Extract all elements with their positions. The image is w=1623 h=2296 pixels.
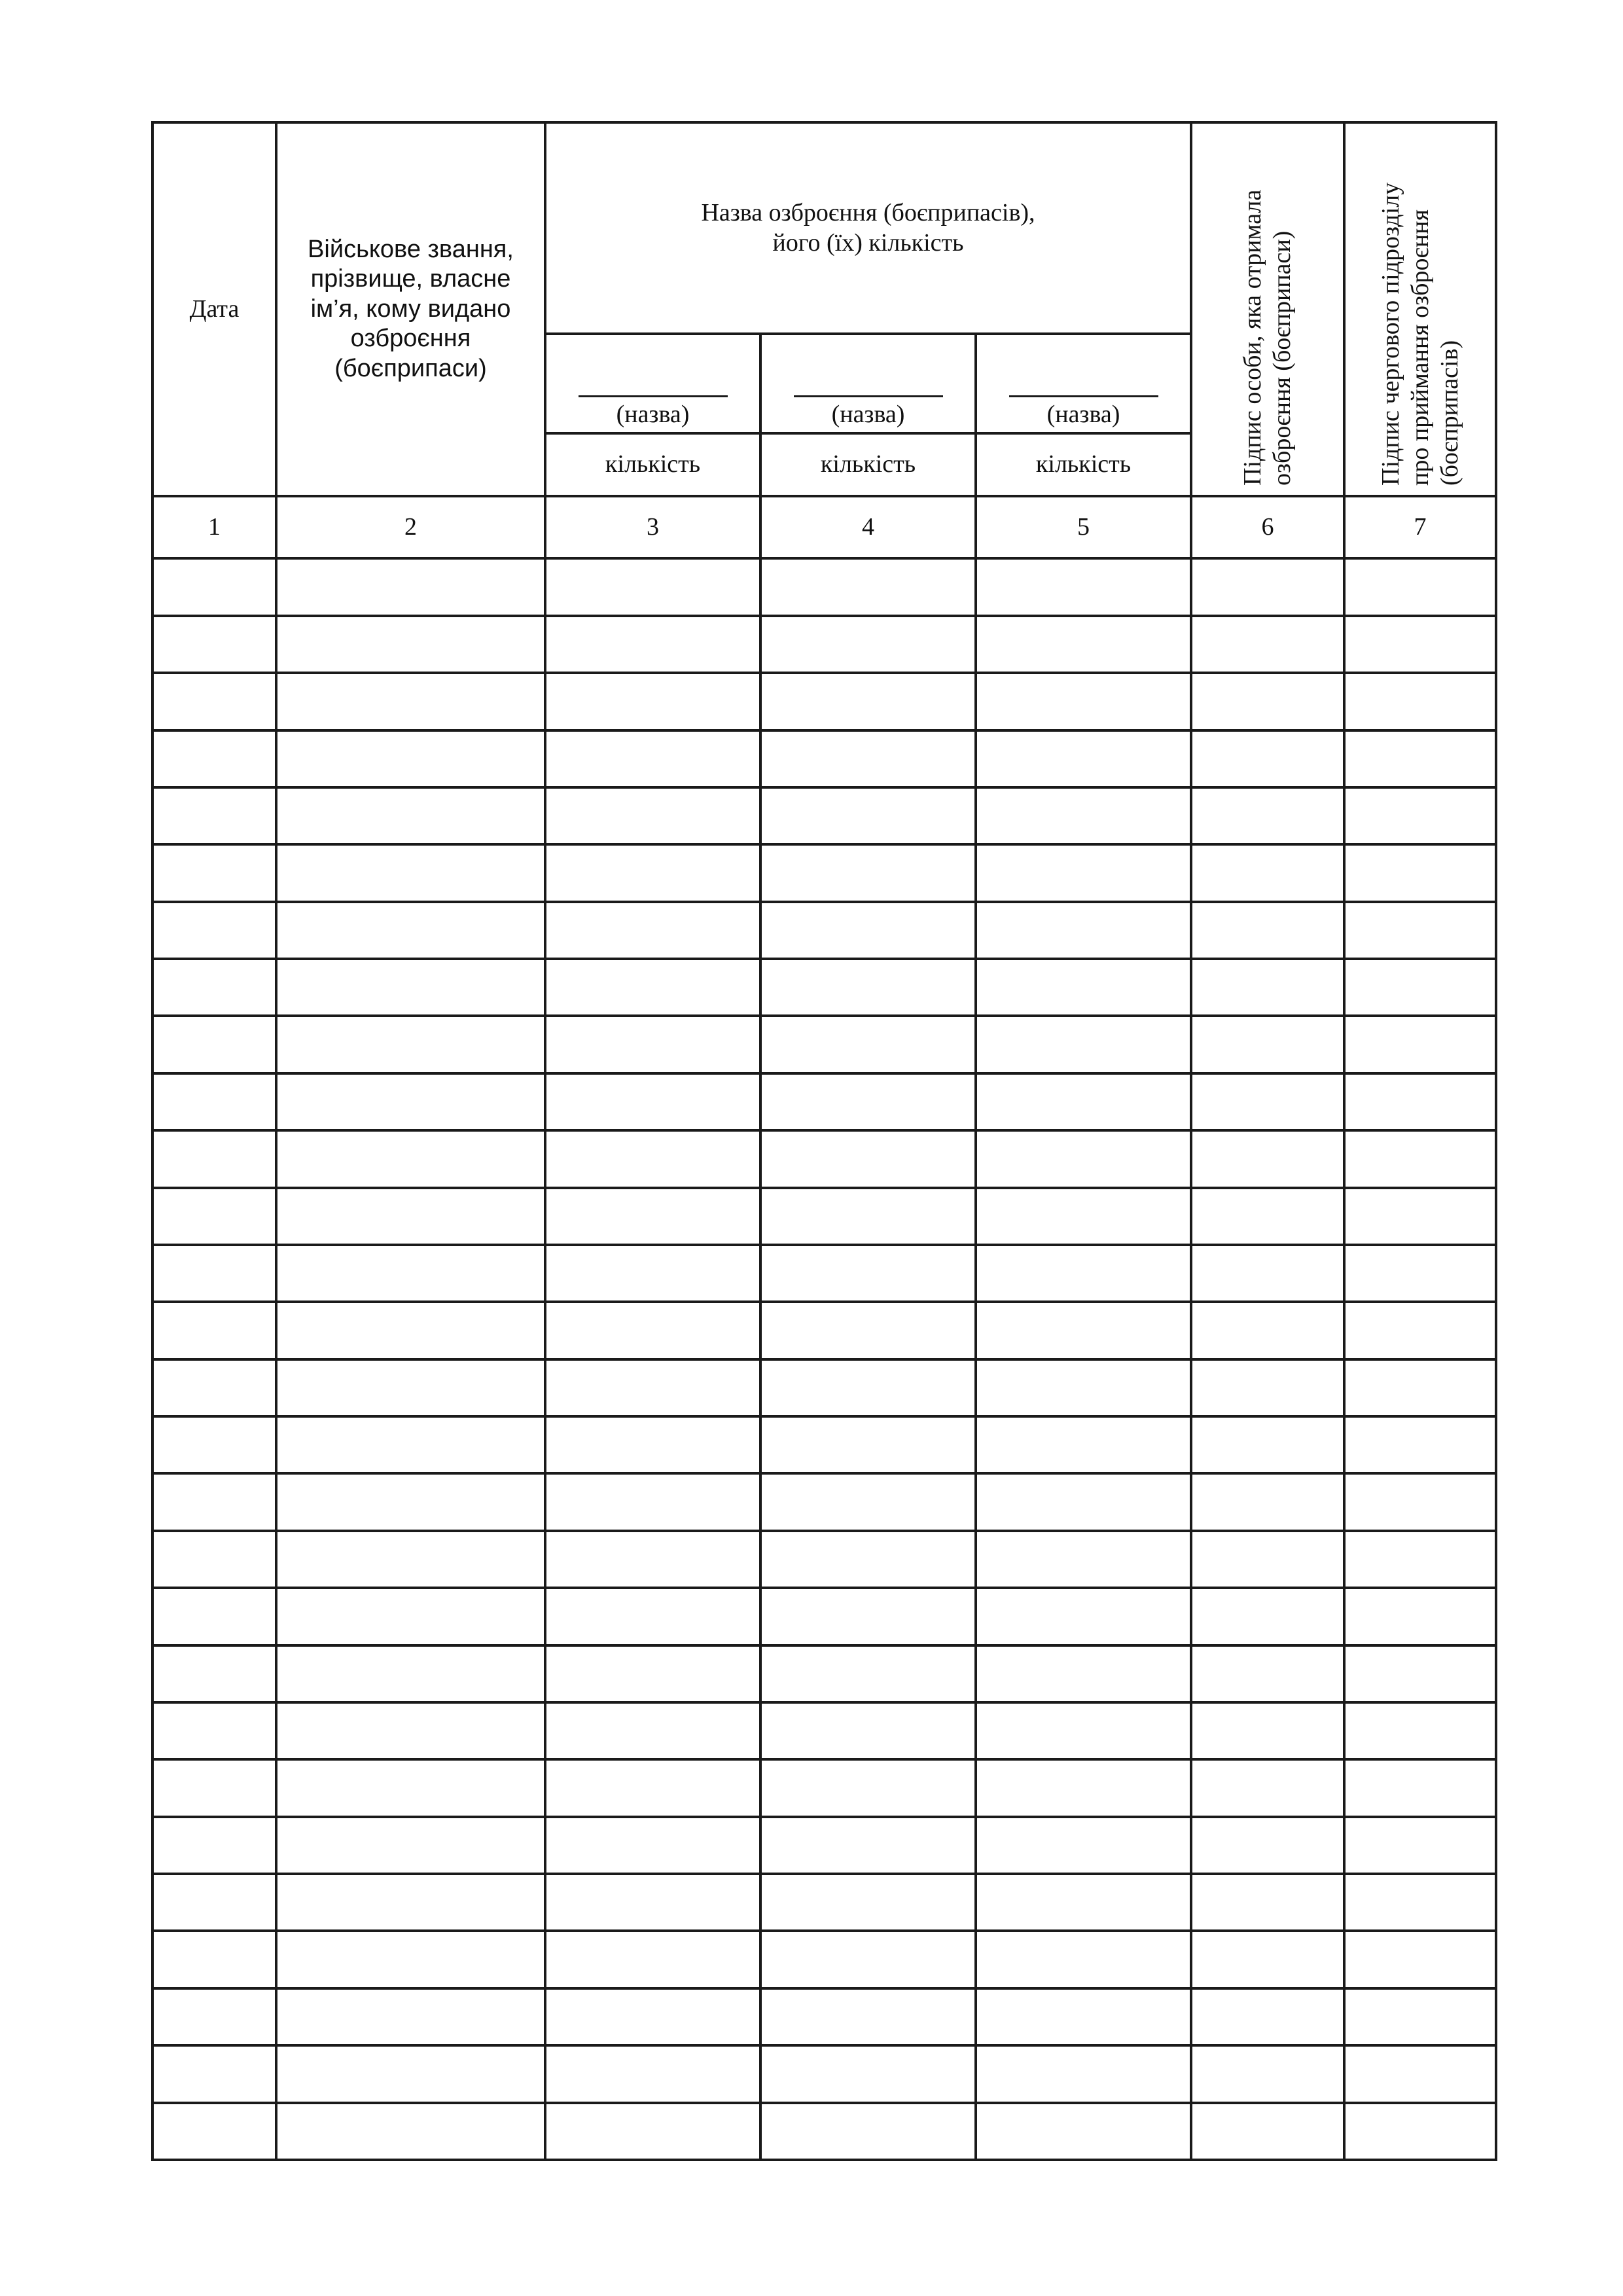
cell-date[interactable]: [152, 730, 276, 787]
cell-duty-signature[interactable]: [1344, 1931, 1496, 1988]
cell-receiver-signature[interactable]: [1191, 1645, 1344, 1702]
cell-duty-signature[interactable]: [1344, 1130, 1496, 1187]
cell-duty-signature[interactable]: [1344, 1188, 1496, 1245]
cell-weapon-2-qty[interactable]: [760, 959, 976, 1016]
cell-recipient[interactable]: [276, 558, 545, 615]
cell-weapon-2-qty[interactable]: [760, 1702, 976, 1759]
cell-date[interactable]: [152, 1874, 276, 1931]
journal-entry-row: [152, 1416, 1496, 1473]
cell-weapon-3-qty[interactable]: [976, 730, 1191, 787]
cell-receiver-signature[interactable]: [1191, 730, 1344, 787]
cell-weapon-2-qty[interactable]: [760, 558, 976, 615]
weapon-qty-label: кількість: [545, 433, 760, 496]
journal-entry-row: [152, 558, 1496, 615]
cell-date[interactable]: [152, 844, 276, 901]
journal-entry-row: [152, 1245, 1496, 1302]
weapon-name-cell: [760, 334, 976, 433]
cell-duty-signature[interactable]: [1344, 1416, 1496, 1473]
cell-weapon-2-qty[interactable]: [760, 1473, 976, 1530]
cell-duty-signature[interactable]: [1344, 902, 1496, 959]
cell-weapon-3-qty[interactable]: [976, 1874, 1191, 1931]
cell-weapon-2-qty[interactable]: [760, 2103, 976, 2160]
cell-date[interactable]: [152, 1130, 276, 1187]
journal-entry-row: [152, 1188, 1496, 1245]
cell-weapon-2-qty[interactable]: [760, 616, 976, 673]
column-number: 5: [976, 496, 1191, 559]
cell-date[interactable]: [152, 1988, 276, 2045]
cell-weapon-3-qty[interactable]: [976, 902, 1191, 959]
cell-weapon-3-qty[interactable]: [976, 1931, 1191, 1988]
header-recipient-line: ім’я, кому видано: [310, 295, 511, 323]
cell-weapon-3-qty[interactable]: [976, 1073, 1191, 1130]
name-blank-line: [579, 395, 728, 397]
cell-receiver-signature[interactable]: [1191, 1817, 1344, 1874]
cell-receiver-signature[interactable]: [1191, 558, 1344, 615]
weapon-name-label: (назва): [1046, 400, 1120, 428]
cell-receiver-signature[interactable]: [1191, 959, 1344, 1016]
cell-weapon-2-qty[interactable]: [760, 787, 976, 844]
cell-date[interactable]: [152, 2103, 276, 2160]
cell-weapon-1-qty[interactable]: [545, 1702, 760, 1759]
weapon-name-cell: [545, 334, 760, 433]
cell-duty-signature[interactable]: [1344, 1874, 1496, 1931]
cell-receiver-signature[interactable]: [1191, 844, 1344, 901]
cell-weapon-1-qty[interactable]: [545, 1645, 760, 1702]
cell-duty-signature[interactable]: [1344, 1988, 1496, 2045]
cell-duty-signature[interactable]: [1344, 730, 1496, 787]
cell-weapon-3-qty[interactable]: [976, 787, 1191, 844]
cell-date[interactable]: [152, 1245, 276, 1302]
cell-weapon-3-qty[interactable]: [976, 1817, 1191, 1874]
cell-weapon-2-qty[interactable]: [760, 1130, 976, 1187]
cell-weapon-1-qty[interactable]: [545, 1016, 760, 1073]
cell-duty-signature[interactable]: [1344, 1531, 1496, 1588]
cell-duty-signature[interactable]: [1344, 558, 1496, 615]
cell-weapon-3-qty[interactable]: [976, 2103, 1191, 2160]
cell-weapon-3-qty[interactable]: [976, 1988, 1191, 2045]
cell-weapon-2-qty[interactable]: [760, 1416, 976, 1473]
cell-receiver-signature[interactable]: [1191, 673, 1344, 730]
journal-entry-row: [152, 787, 1496, 844]
header-duty-line: (боєприпасів): [1435, 340, 1463, 486]
cell-receiver-signature[interactable]: [1191, 1188, 1344, 1245]
cell-weapon-2-qty[interactable]: [760, 1188, 976, 1245]
cell-date[interactable]: [152, 1588, 276, 1645]
cell-recipient[interactable]: [276, 1473, 545, 1530]
column-number: 3: [545, 496, 760, 559]
cell-weapon-3-qty[interactable]: [976, 616, 1191, 673]
cell-receiver-signature[interactable]: [1191, 1473, 1344, 1530]
cell-receiver-signature[interactable]: [1191, 616, 1344, 673]
column-number: 7: [1344, 496, 1496, 559]
header-recipient-line: (боєприпаси): [334, 354, 487, 382]
cell-recipient[interactable]: [276, 673, 545, 730]
cell-duty-signature[interactable]: [1344, 844, 1496, 901]
cell-receiver-signature[interactable]: [1191, 1245, 1344, 1302]
journal-entry-row: [152, 1874, 1496, 1931]
column-number: 6: [1191, 496, 1344, 559]
cell-date[interactable]: [152, 1817, 276, 1874]
cell-duty-signature[interactable]: [1344, 1645, 1496, 1702]
journal-entry-row: [152, 616, 1496, 673]
journal-entry-row: [152, 1702, 1496, 1759]
cell-weapon-3-qty[interactable]: [976, 1016, 1191, 1073]
column-number: 1: [152, 496, 276, 559]
cell-weapon-2-qty[interactable]: [760, 1016, 976, 1073]
journal-entry-row: [152, 1645, 1496, 1702]
cell-recipient[interactable]: [276, 1130, 545, 1187]
cell-recipient[interactable]: [276, 2045, 545, 2102]
cell-date[interactable]: [152, 1073, 276, 1130]
cell-weapon-2-qty[interactable]: [760, 1988, 976, 2045]
cell-weapon-2-qty[interactable]: [760, 1359, 976, 1416]
cell-recipient[interactable]: [276, 1416, 545, 1473]
cell-weapon-3-qty[interactable]: [976, 1130, 1191, 1187]
cell-receiver-signature[interactable]: [1191, 787, 1344, 844]
cell-weapon-1-qty[interactable]: [545, 558, 760, 615]
header-duty-signature: [1344, 122, 1496, 496]
cell-duty-signature[interactable]: [1344, 1245, 1496, 1302]
journal-entry-row: [152, 1531, 1496, 1588]
cell-receiver-signature[interactable]: [1191, 1874, 1344, 1931]
cell-weapon-1-qty[interactable]: [545, 1245, 760, 1302]
journal-entry-row: [152, 1073, 1496, 1130]
cell-date[interactable]: [152, 1359, 276, 1416]
cell-receiver-signature[interactable]: [1191, 1016, 1344, 1073]
column-number-row: [152, 496, 1496, 559]
cell-weapon-3-qty[interactable]: [976, 959, 1191, 1016]
cell-duty-signature[interactable]: [1344, 1759, 1496, 1816]
cell-weapon-2-qty[interactable]: [760, 730, 976, 787]
cell-recipient[interactable]: [276, 1245, 545, 1302]
cell-weapon-3-qty[interactable]: [976, 1188, 1191, 1245]
cell-date[interactable]: [152, 1416, 276, 1473]
cell-recipient[interactable]: [276, 1874, 545, 1931]
cell-recipient[interactable]: [276, 1817, 545, 1874]
cell-recipient[interactable]: [276, 1759, 545, 1816]
cell-duty-signature[interactable]: [1344, 1302, 1496, 1359]
cell-weapon-1-qty[interactable]: [545, 902, 760, 959]
weapon-qty-label: кількість: [760, 433, 976, 496]
cell-receiver-signature[interactable]: [1191, 902, 1344, 959]
cell-weapon-3-qty[interactable]: [976, 2045, 1191, 2102]
cell-receiver-signature[interactable]: [1191, 1073, 1344, 1130]
journal-entry-row: [152, 1302, 1496, 1359]
cell-receiver-signature[interactable]: [1191, 1359, 1344, 1416]
cell-duty-signature[interactable]: [1344, 1702, 1496, 1759]
cell-weapon-2-qty[interactable]: [760, 1645, 976, 1702]
weapon-qty-label: кількість: [976, 433, 1191, 496]
cell-weapon-2-qty[interactable]: [760, 1245, 976, 1302]
header-recipient-line: прізвище, власне: [310, 265, 511, 293]
cell-receiver-signature[interactable]: [1191, 1702, 1344, 1759]
cell-weapon-1-qty[interactable]: [545, 2103, 760, 2160]
issue-journal-table: [151, 121, 1497, 2161]
cell-weapon-2-qty[interactable]: [760, 844, 976, 901]
cell-weapon-3-qty[interactable]: [976, 1759, 1191, 1816]
cell-weapon-1-qty[interactable]: [545, 1359, 760, 1416]
cell-date[interactable]: [152, 1645, 276, 1702]
cell-weapon-2-qty[interactable]: [760, 2045, 976, 2102]
cell-recipient[interactable]: [276, 1073, 545, 1130]
cell-weapon-3-qty[interactable]: [976, 1359, 1191, 1416]
cell-weapon-1-qty[interactable]: [545, 844, 760, 901]
cell-duty-signature[interactable]: [1344, 1588, 1496, 1645]
journal-entry-row: [152, 959, 1496, 1016]
cell-weapon-1-qty[interactable]: [545, 1931, 760, 1988]
cell-weapon-2-qty[interactable]: [760, 1588, 976, 1645]
header-duty-line: про приймання озброєння: [1406, 209, 1434, 486]
cell-duty-signature[interactable]: [1344, 959, 1496, 1016]
cell-date[interactable]: [152, 1931, 276, 1988]
journal-entry-row: [152, 730, 1496, 787]
cell-date[interactable]: [152, 1302, 276, 1359]
header-receiver-line: озброєння (боєприпаси): [1268, 231, 1296, 486]
cell-date[interactable]: [152, 1702, 276, 1759]
cell-weapon-3-qty[interactable]: [976, 844, 1191, 901]
name-blank-line: [794, 395, 943, 397]
cell-weapon-3-qty[interactable]: [976, 1416, 1191, 1473]
cell-weapon-2-qty[interactable]: [760, 1874, 976, 1931]
cell-duty-signature[interactable]: [1344, 787, 1496, 844]
cell-weapon-1-qty[interactable]: [545, 673, 760, 730]
cell-weapon-2-qty[interactable]: [760, 902, 976, 959]
header-date: Дата: [152, 122, 276, 496]
cell-weapon-1-qty[interactable]: [545, 787, 760, 844]
cell-date[interactable]: [152, 1016, 276, 1073]
column-number: 2: [276, 496, 545, 559]
cell-weapon-3-qty[interactable]: [976, 1473, 1191, 1530]
cell-date[interactable]: [152, 1759, 276, 1816]
cell-recipient[interactable]: [276, 1931, 545, 1988]
cell-duty-signature[interactable]: [1344, 2103, 1496, 2160]
cell-date[interactable]: [152, 2045, 276, 2102]
cell-recipient[interactable]: [276, 1016, 545, 1073]
weapon-name-label: (назва): [616, 400, 690, 428]
cell-weapon-2-qty[interactable]: [760, 1073, 976, 1130]
header-receiver-line: Підпис особи, яка отримала: [1239, 190, 1267, 486]
cell-date[interactable]: [152, 787, 276, 844]
cell-weapon-1-qty[interactable]: [545, 1531, 760, 1588]
cell-weapon-2-qty[interactable]: [760, 1931, 976, 1988]
journal-entry-row: [152, 1130, 1496, 1187]
cell-weapon-1-qty[interactable]: [545, 959, 760, 1016]
cell-date[interactable]: [152, 558, 276, 615]
cell-date[interactable]: [152, 673, 276, 730]
cell-weapon-2-qty[interactable]: [760, 1817, 976, 1874]
cell-receiver-signature[interactable]: [1191, 2103, 1344, 2160]
cell-date[interactable]: [152, 1473, 276, 1530]
name-blank-line: [1009, 395, 1158, 397]
cell-recipient[interactable]: [276, 1645, 545, 1702]
cell-recipient[interactable]: [276, 902, 545, 959]
cell-receiver-signature[interactable]: [1191, 1588, 1344, 1645]
header-recipient: [276, 122, 545, 496]
cell-date[interactable]: [152, 1531, 276, 1588]
journal-entry-row: [152, 673, 1496, 730]
cell-recipient[interactable]: [276, 787, 545, 844]
journal-entry-row: [152, 902, 1496, 959]
cell-weapon-3-qty[interactable]: [976, 1645, 1191, 1702]
cell-weapon-1-qty[interactable]: [545, 1874, 760, 1931]
cell-weapon-2-qty[interactable]: [760, 1531, 976, 1588]
journal-entry-row: [152, 1016, 1496, 1073]
journal-entry-row: [152, 1988, 1496, 2045]
journal-entry-row: [152, 1473, 1496, 1530]
cell-weapon-1-qty[interactable]: [545, 1588, 760, 1645]
cell-duty-signature[interactable]: [1344, 2045, 1496, 2102]
header-recipient-line: озброєння: [350, 325, 471, 353]
cell-weapon-1-qty[interactable]: [545, 1988, 760, 2045]
cell-recipient[interactable]: [276, 1188, 545, 1245]
journal-entry-row: [152, 1588, 1496, 1645]
cell-weapon-3-qty[interactable]: [976, 1702, 1191, 1759]
weapon-name-cell: [976, 334, 1191, 433]
header-weapon-line: Назва озброєння (боєприпасів),: [701, 198, 1035, 226]
cell-receiver-signature[interactable]: [1191, 1531, 1344, 1588]
cell-receiver-signature[interactable]: [1191, 1931, 1344, 1988]
cell-duty-signature[interactable]: [1344, 1817, 1496, 1874]
cell-weapon-1-qty[interactable]: [545, 2045, 760, 2102]
cell-weapon-3-qty[interactable]: [976, 1531, 1191, 1588]
cell-receiver-signature[interactable]: [1191, 1416, 1344, 1473]
header-weapon-group: [545, 122, 1191, 334]
cell-date[interactable]: [152, 1188, 276, 1245]
cell-date[interactable]: [152, 959, 276, 1016]
cell-receiver-signature[interactable]: [1191, 1302, 1344, 1359]
journal-entry-row: [152, 1759, 1496, 1816]
cell-recipient[interactable]: [276, 730, 545, 787]
header-duty-line: Підпис чергового підрозділу: [1376, 183, 1404, 486]
cell-duty-signature[interactable]: [1344, 1359, 1496, 1416]
header-recipient-line: Військове звання,: [308, 235, 514, 263]
cell-weapon-2-qty[interactable]: [760, 1759, 976, 1816]
cell-duty-signature[interactable]: [1344, 616, 1496, 673]
cell-recipient[interactable]: [276, 2103, 545, 2160]
cell-recipient[interactable]: [276, 1531, 545, 1588]
cell-weapon-1-qty[interactable]: [545, 1416, 760, 1473]
journal-entry-row: [152, 2103, 1496, 2160]
cell-weapon-3-qty[interactable]: [976, 1245, 1191, 1302]
journal-entry-row: [152, 1359, 1496, 1416]
cell-recipient[interactable]: [276, 844, 545, 901]
journal-entry-row: [152, 2045, 1496, 2102]
cell-recipient[interactable]: [276, 1359, 545, 1416]
cell-weapon-2-qty[interactable]: [760, 673, 976, 730]
cell-weapon-3-qty[interactable]: [976, 558, 1191, 615]
cell-weapon-3-qty[interactable]: [976, 1588, 1191, 1645]
cell-weapon-1-qty[interactable]: [545, 1473, 760, 1530]
cell-recipient[interactable]: [276, 616, 545, 673]
cell-recipient[interactable]: [276, 1702, 545, 1759]
column-number: 4: [760, 496, 976, 559]
header-receiver-signature: [1191, 122, 1344, 496]
cell-receiver-signature[interactable]: [1191, 1988, 1344, 2045]
journal-entry-row: [152, 1931, 1496, 1988]
cell-weapon-1-qty[interactable]: [545, 1073, 760, 1130]
cell-weapon-3-qty[interactable]: [976, 673, 1191, 730]
cell-weapon-1-qty[interactable]: [545, 616, 760, 673]
weapon-name-label: (назва): [831, 400, 905, 428]
cell-recipient[interactable]: [276, 1588, 545, 1645]
cell-duty-signature[interactable]: [1344, 1073, 1496, 1130]
cell-date[interactable]: [152, 902, 276, 959]
cell-recipient[interactable]: [276, 959, 545, 1016]
cell-receiver-signature[interactable]: [1191, 2045, 1344, 2102]
cell-weapon-2-qty[interactable]: [760, 1302, 976, 1359]
cell-date[interactable]: [152, 616, 276, 673]
cell-weapon-1-qty[interactable]: [545, 1759, 760, 1816]
cell-weapon-1-qty[interactable]: [545, 1302, 760, 1359]
cell-duty-signature[interactable]: [1344, 1473, 1496, 1530]
journal-entry-row: [152, 1817, 1496, 1874]
cell-recipient[interactable]: [276, 1302, 545, 1359]
cell-duty-signature[interactable]: [1344, 1016, 1496, 1073]
cell-weapon-1-qty[interactable]: [545, 730, 760, 787]
cell-weapon-3-qty[interactable]: [976, 1302, 1191, 1359]
journal-entry-row: [152, 844, 1496, 901]
cell-weapon-1-qty[interactable]: [545, 1817, 760, 1874]
cell-recipient[interactable]: [276, 1988, 545, 2045]
header-weapon-line: його (їх) кількість: [772, 228, 964, 257]
cell-receiver-signature[interactable]: [1191, 1759, 1344, 1816]
cell-weapon-1-qty[interactable]: [545, 1130, 760, 1187]
cell-receiver-signature[interactable]: [1191, 1130, 1344, 1187]
cell-weapon-1-qty[interactable]: [545, 1188, 760, 1245]
cell-duty-signature[interactable]: [1344, 673, 1496, 730]
